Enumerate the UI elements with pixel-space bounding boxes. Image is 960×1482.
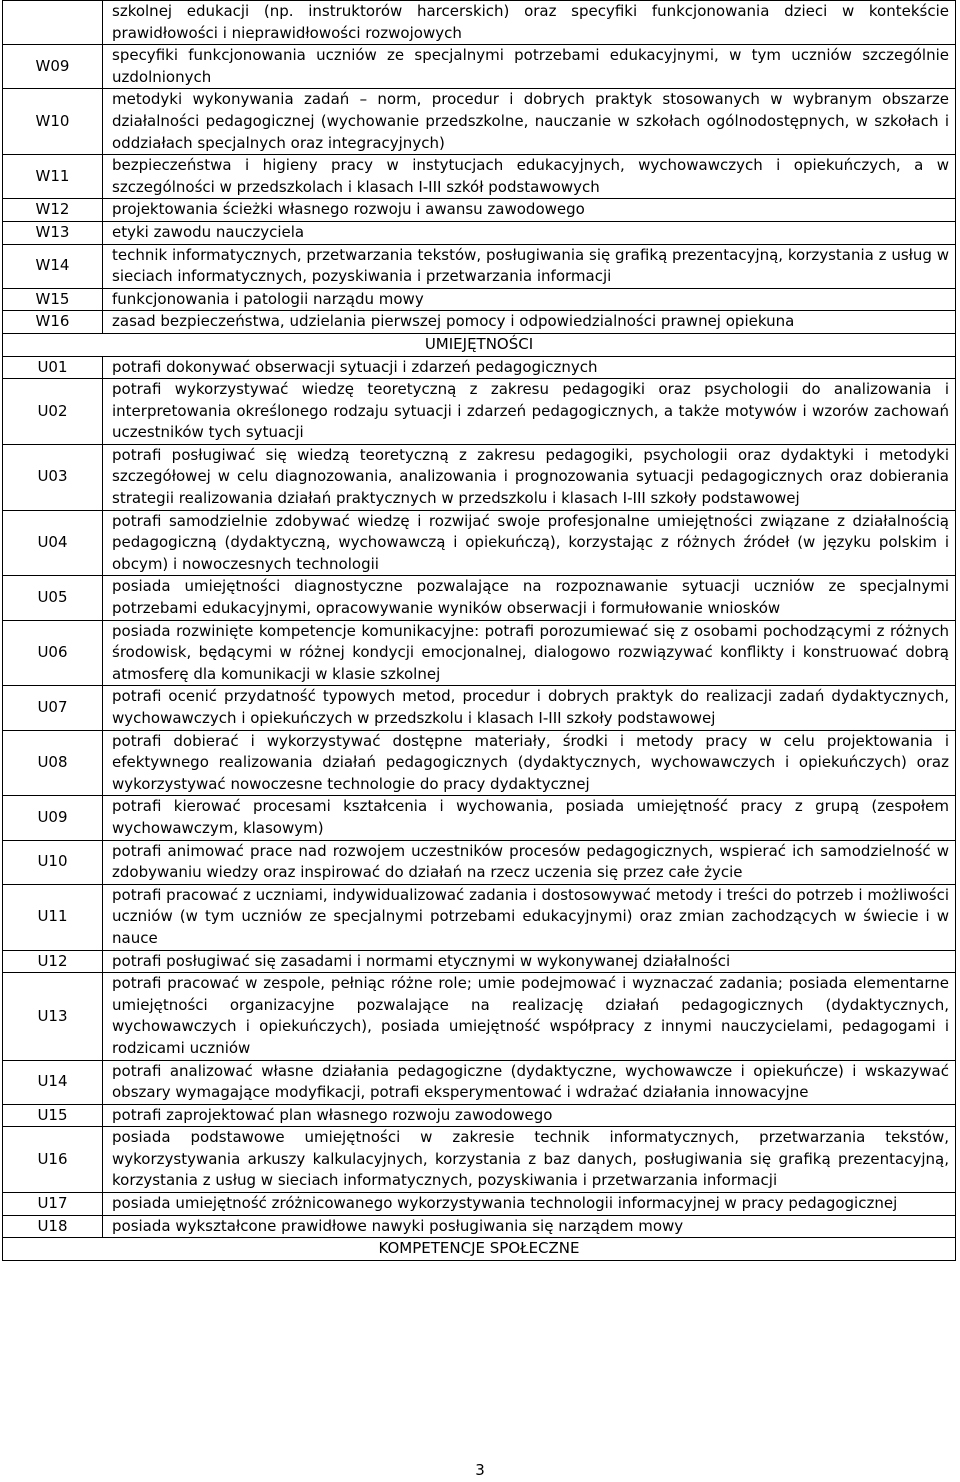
learning-outcomes-table — [2, 0, 956, 1261]
outcome-description: potrafi analizować własne działania pedagogiczne (dydaktyczne, wychowawcze i opiekuńcze) i wskazywać obszary wymagające modyfikacji, potrafi eksperymentować i wdrażać działania innowacyjne — [103, 1060, 956, 1104]
outcome-row — [3, 620, 956, 686]
outcome-code: U09 — [3, 796, 103, 840]
outcome-row — [3, 1127, 956, 1193]
outcome-code: W12 — [3, 199, 103, 222]
outcome-code: U08 — [3, 730, 103, 796]
section-header-row — [3, 1238, 956, 1261]
outcome-description: funkcjonowania i patologii narządu mowy — [103, 288, 956, 311]
section-title: UMIEJĘTNOŚCI — [3, 333, 956, 356]
outcome-row — [3, 356, 956, 379]
outcome-description: metodyki wykonywania zadań – norm, procedur i dobrych praktyk stosowanych w wybranym obszarze działalności pedagogicznej (wychowanie przedszkolne, nauczanie w szkołach ogólnodostępnych, w szkołach i oddziałach specjalnych oraz integracyjnych) — [103, 89, 956, 155]
outcome-row — [3, 221, 956, 244]
outcome-description: potrafi zaprojektować plan własnego rozwoju zawodowego — [103, 1104, 956, 1127]
outcome-code: U15 — [3, 1104, 103, 1127]
outcome-row — [3, 199, 956, 222]
outcome-row — [3, 1193, 956, 1216]
outcome-code: U18 — [3, 1215, 103, 1238]
outcome-code: U03 — [3, 444, 103, 510]
outcome-description: potrafi pracować z uczniami, indywidualizować zadania i dostosowywać metody i treści do potrzeb i możliwości uczniów (w tym uczniów ze specjalnymi potrzebami edukacyjnymi) oraz zmian zachodzących w świecie i w nauce — [103, 884, 956, 950]
outcome-code — [3, 1, 103, 45]
outcome-code: W11 — [3, 155, 103, 199]
outcome-description: specyfiki funkcjonowania uczniów ze specjalnymi potrzebami edukacyjnymi, w tym uczniów szczególnie uzdolnionych — [103, 45, 956, 89]
outcome-row — [3, 244, 956, 288]
outcome-description: potrafi ocenić przydatność typowych metod, procedur i dobrych praktyk do realizacji zadań dydaktycznych, wychowawczych i opiekuńczych w przedszkolu i klasach I-III szkoły podstawowej — [103, 686, 956, 730]
outcome-description: etyki zawodu nauczyciela — [103, 221, 956, 244]
outcome-row — [3, 45, 956, 89]
outcome-code: W14 — [3, 244, 103, 288]
outcome-code: U16 — [3, 1127, 103, 1193]
outcome-code: W10 — [3, 89, 103, 155]
outcome-row — [3, 1215, 956, 1238]
outcome-row — [3, 288, 956, 311]
outcome-code: U10 — [3, 840, 103, 884]
outcome-row — [3, 686, 956, 730]
outcome-description: potrafi posługiwać się wiedzą teoretyczną z zakresu pedagogiki, psychologii oraz dydaktyki i metodyki szczegółowej w celu diagnozowania, analizowania i prognozowania sytuacji pedagogicznych oraz dobierania strategii realizowania działań praktycznych w przedszkolu i klasach I-III szkoły podstawowej — [103, 444, 956, 510]
outcome-row — [3, 730, 956, 796]
section-title: KOMPETENCJE SPOŁECZNE — [3, 1238, 956, 1261]
outcome-code: W16 — [3, 311, 103, 334]
outcome-code: W09 — [3, 45, 103, 89]
outcome-description: zasad bezpieczeństwa, udzielania pierwszej pomocy i odpowiedzialności prawnej opiekuna — [103, 311, 956, 334]
outcome-code: U13 — [3, 973, 103, 1060]
outcome-row — [3, 155, 956, 199]
outcome-description: potrafi dobierać i wykorzystywać dostępne materiały, środki i metody pracy w celu projektowania i efektywnego realizowania działań pedagogicznych (dydaktycznych, wychowawczych i opiekuńczych) oraz wykorzystywać nowoczesne technologie do pracy dydaktycznej — [103, 730, 956, 796]
outcome-code: U07 — [3, 686, 103, 730]
outcome-code: W13 — [3, 221, 103, 244]
outcome-description: posiada rozwinięte kompetencje komunikacyjne: potrafi porozumiewać się z osobami pochodzącymi z różnych środowisk, będącymi w różnej kondycji emocjonalnej, dialogowo rozwiązywać konflikty i konstruować dobrą atmosferę dla komunikacji w klasie szkolnej — [103, 620, 956, 686]
outcome-code: U12 — [3, 950, 103, 973]
outcome-code: U14 — [3, 1060, 103, 1104]
outcome-description: posiada wykształcone prawidłowe nawyki posługiwania się narządem mowy — [103, 1215, 956, 1238]
outcome-description: potrafi posługiwać się zasadami i normami etycznymi w wykonywanej działalności — [103, 950, 956, 973]
outcome-row — [3, 973, 956, 1060]
outcome-code: U01 — [3, 356, 103, 379]
outcome-row — [3, 510, 956, 576]
outcome-description: potrafi kierować procesami kształcenia i wychowania, posiada umiejętność pracy z grupą (zespołem wychowawczym, klasowym) — [103, 796, 956, 840]
outcome-row — [3, 840, 956, 884]
outcome-description: potrafi samodzielnie zdobywać wiedzę i rozwijać swoje profesjonalne umiejętności związane z działalnością pedagogiczną (dydaktyczną, wychowawczą i opiekuńczą), korzystając z różnych źródeł (w języku polskim i obcym) i nowoczesnych technologii — [103, 510, 956, 576]
outcome-description: bezpieczeństwa i higieny pracy w instytucjach edukacyjnych, wychowawczych i opiekuńczych, a w szczególności w przedszkolach i klasach I-III szkół podstawowych — [103, 155, 956, 199]
outcome-code: U02 — [3, 379, 103, 445]
outcome-description: potrafi pracować w zespole, pełniąc różne role; umie podejmować i wyznaczać zadania; posiada elementarne umiejętności organizacyjne pozwalające na realizację działań pedagogicznych (dydaktycznych, wychowawczych i opiekuńczych), posiada umiejętność współpracy z innymi nauczycielami, pedagogami i rodzicami uczniów — [103, 973, 956, 1060]
outcome-row — [3, 89, 956, 155]
outcome-description: potrafi animować prace nad rozwojem uczestników procesów pedagogicznych, wspierać ich samodzielność w zdobywaniu wiedzy oraz inspirować do działań na rzecz uczenia się przez całe życie — [103, 840, 956, 884]
outcome-row — [3, 379, 956, 445]
section-header-row — [3, 333, 956, 356]
outcome-row — [3, 1, 956, 45]
outcome-description: potrafi wykorzystywać wiedzę teoretyczną z zakresu pedagogiki oraz psychologii do analizowania i interpretowania określonego rodzaju sytuacji i zdarzeń pedagogicznych, a także motywów i wzorów zachowań uczestników tych sytuacji — [103, 379, 956, 445]
page-number: 3 — [475, 1461, 485, 1479]
outcome-description: potrafi dokonywać obserwacji sytuacji i zdarzeń pedagogicznych — [103, 356, 956, 379]
outcome-row — [3, 884, 956, 950]
outcome-row — [3, 796, 956, 840]
outcome-description: technik informatycznych, przetwarzania tekstów, posługiwania się grafiką prezentacyjną, korzystania z usług w sieciach informatycznych, pozyskiwania i przetwarzania informacji — [103, 244, 956, 288]
outcome-row — [3, 1060, 956, 1104]
outcome-code: U11 — [3, 884, 103, 950]
outcome-code: U06 — [3, 620, 103, 686]
outcome-description: projektowania ścieżki własnego rozwoju i awansu zawodowego — [103, 199, 956, 222]
outcome-row — [3, 950, 956, 973]
outcome-code: W15 — [3, 288, 103, 311]
outcome-description: posiada podstawowe umiejętności w zakresie technik informatycznych, przetwarzania tekstów, wykorzystywania arkuszy kalkulacyjnych, korzystania z baz danych, posługiwania się grafiką prezentacyjną, korzystania z usług w sieciach informatycznych, pozyskiwania i przetwarzania informacji — [103, 1127, 956, 1193]
outcome-row — [3, 1104, 956, 1127]
outcome-code: U17 — [3, 1193, 103, 1216]
outcome-row — [3, 444, 956, 510]
outcome-row — [3, 576, 956, 620]
outcome-code: U04 — [3, 510, 103, 576]
outcome-description: szkolnej edukacji (np. instruktorów harcerskich) oraz specyfiki funkcjonowania dzieci w kontekście prawidłowości i nieprawidłowości rozwojowych — [103, 1, 956, 45]
outcome-row — [3, 311, 956, 334]
outcome-code: U05 — [3, 576, 103, 620]
outcome-description: posiada umiejętność zróżnicowanego wykorzystywania technologii informacyjnej w pracy pedagogicznej — [103, 1193, 956, 1216]
outcome-description: posiada umiejętności diagnostyczne pozwalające na rozpoznawanie sytuacji uczniów ze specjalnymi potrzebami edukacyjnymi, opracowywanie wyników obserwacji i formułowanie wniosków — [103, 576, 956, 620]
